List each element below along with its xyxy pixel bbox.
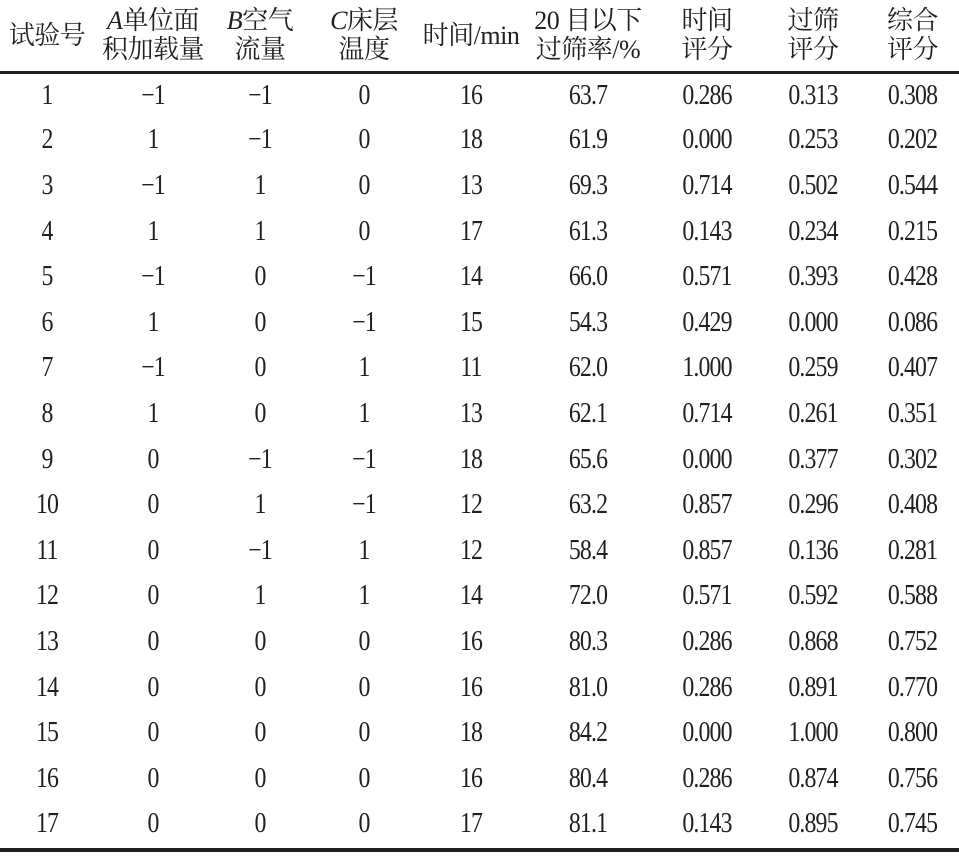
- cell-factor-b: 0: [254, 261, 266, 293]
- cell-time-score: 0.714: [682, 169, 732, 201]
- cell-factor-a: 0: [147, 671, 159, 703]
- cell-overall-score: 0.588: [887, 580, 938, 612]
- cell-factor-c: 0: [358, 808, 370, 840]
- cell-time: 11: [460, 352, 482, 384]
- cell-factor-b: 0: [254, 306, 266, 338]
- cell-sieve-score: 0.592: [788, 580, 838, 612]
- cell-factor-c: −1: [352, 443, 376, 475]
- cell-sieve-score: 0.234: [788, 215, 838, 247]
- cell-overall-score: 0.302: [887, 443, 938, 475]
- cell-time: 14: [459, 261, 483, 293]
- cell-trial-no: 5: [41, 261, 53, 293]
- cell-factor-c: −1: [352, 261, 376, 293]
- cell-factor-a: 0: [147, 762, 159, 794]
- cell-factor-b: 0: [254, 397, 266, 429]
- table-row: [0, 619, 959, 665]
- cell-factor-c: 0: [358, 625, 370, 657]
- header-overall-score: 综合 评分: [866, 0, 959, 72]
- cell-overall-score: 0.745: [887, 808, 938, 840]
- cell-factor-a: 0: [147, 580, 159, 612]
- cell-overall-score: 0.756: [887, 762, 938, 794]
- cell-time-score: 0.286: [682, 762, 732, 794]
- cell-time: 16: [459, 671, 483, 703]
- cell-factor-a: 0: [147, 625, 159, 657]
- table-header-row: [0, 0, 959, 72]
- cell-factor-a: 1: [147, 124, 159, 156]
- cell-sieve-score: 0.502: [788, 169, 838, 201]
- header-sieve-rate: 20 目以下 过筛率/%: [522, 0, 654, 72]
- table-row: [0, 482, 959, 528]
- cell-time: 18: [459, 717, 483, 749]
- cell-time-score: 0.143: [682, 215, 732, 247]
- table-row: [0, 118, 959, 164]
- cell-time: 18: [459, 124, 483, 156]
- cell-time: 15: [459, 306, 483, 338]
- cell-time-score: 0.857: [682, 489, 732, 521]
- cell-factor-c: 1: [358, 397, 370, 429]
- table-row: [0, 802, 959, 848]
- cell-sieve-rate: 61.9: [568, 124, 608, 156]
- cell-overall-score: 0.752: [887, 625, 938, 657]
- cell-factor-c: 0: [358, 169, 370, 201]
- cell-factor-a: 0: [147, 443, 159, 475]
- cell-trial-no: 6: [41, 306, 53, 338]
- table-row: [0, 72, 959, 118]
- cell-sieve-rate: 54.3: [568, 306, 608, 338]
- cell-time: 16: [459, 79, 483, 111]
- cell-sieve-rate: 69.3: [568, 169, 608, 201]
- cell-trial-no: 12: [35, 580, 59, 612]
- cell-sieve-rate: 81.1: [568, 808, 608, 840]
- header-trial-no: 试验号: [0, 0, 94, 72]
- cell-overall-score: 0.800: [887, 717, 938, 749]
- cell-overall-score: 0.308: [887, 79, 938, 111]
- cell-factor-c: 1: [358, 534, 370, 566]
- cell-overall-score: 0.544: [887, 169, 938, 201]
- cell-factor-a: −1: [141, 169, 165, 201]
- cell-factor-c: 1: [358, 580, 370, 612]
- table-row: [0, 209, 959, 255]
- cell-factor-a: 0: [147, 489, 159, 521]
- cell-factor-a: 0: [147, 534, 159, 566]
- cell-factor-b: −1: [248, 79, 272, 111]
- cell-sieve-score: 0.313: [788, 79, 838, 111]
- table-row: [0, 391, 959, 437]
- cell-factor-b: 0: [254, 762, 266, 794]
- cell-trial-no: 3: [41, 169, 53, 201]
- cell-overall-score: 0.351: [887, 397, 938, 429]
- cell-factor-c: 0: [358, 671, 370, 703]
- header-factor-b: B空气 流量: [212, 0, 308, 72]
- cell-sieve-score: 0.874: [788, 762, 838, 794]
- cell-time-score: 1.000: [682, 352, 732, 384]
- cell-sieve-score: 0.259: [788, 352, 838, 384]
- cell-factor-c: −1: [352, 306, 376, 338]
- cell-factor-a: 1: [147, 306, 159, 338]
- cell-overall-score: 0.281: [887, 534, 938, 566]
- cell-time-score: 0.286: [682, 671, 732, 703]
- cell-trial-no: 15: [35, 717, 59, 749]
- cell-time: 17: [459, 215, 483, 247]
- cell-trial-no: 7: [41, 352, 53, 384]
- cell-factor-a: 0: [147, 808, 159, 840]
- cell-sieve-score: 0.895: [788, 808, 838, 840]
- cell-time-score: 0.286: [682, 625, 732, 657]
- cell-sieve-score: 0.136: [788, 534, 838, 566]
- cell-factor-b: −1: [248, 443, 272, 475]
- cell-time: 13: [459, 397, 483, 429]
- cell-time-score: 0.571: [682, 261, 732, 293]
- header-factor-a: A单位面 积加载量: [94, 0, 212, 72]
- cell-sieve-score: 0.000: [788, 306, 838, 338]
- cell-time: 16: [459, 625, 483, 657]
- cell-time: 13: [459, 169, 483, 201]
- cell-overall-score: 0.407: [887, 352, 938, 384]
- header-time: 时间/min: [420, 0, 522, 72]
- cell-sieve-score: 0.891: [788, 671, 838, 703]
- cell-sieve-score: 0.393: [788, 261, 838, 293]
- cell-overall-score: 0.408: [887, 489, 938, 521]
- cell-sieve-rate: 80.4: [568, 762, 608, 794]
- cell-factor-b: 0: [254, 352, 266, 384]
- cell-trial-no: 1: [41, 79, 53, 111]
- header-factor-c: C床层 温度: [308, 0, 420, 72]
- cell-time-score: 0.000: [682, 443, 732, 475]
- table-row: [0, 163, 959, 209]
- cell-factor-c: −1: [352, 489, 376, 521]
- cell-overall-score: 0.086: [887, 306, 938, 338]
- cell-overall-score: 0.770: [887, 671, 938, 703]
- cell-time: 16: [459, 762, 483, 794]
- cell-sieve-rate: 61.3: [568, 215, 608, 247]
- cell-factor-c: 0: [358, 79, 370, 111]
- cell-factor-a: 1: [147, 215, 159, 247]
- cell-sieve-rate: 66.0: [568, 261, 608, 293]
- cell-trial-no: 2: [41, 124, 53, 156]
- cell-sieve-score: 0.296: [788, 489, 838, 521]
- cell-sieve-score: 0.261: [788, 397, 838, 429]
- cell-trial-no: 16: [35, 762, 59, 794]
- cell-time: 12: [459, 534, 483, 566]
- cell-factor-c: 0: [358, 762, 370, 794]
- table-row: [0, 756, 959, 802]
- cell-time-score: 0.000: [682, 717, 732, 749]
- cell-overall-score: 0.428: [887, 261, 938, 293]
- table-row: [0, 574, 959, 620]
- cell-time-score: 0.286: [682, 79, 732, 111]
- table-row: [0, 437, 959, 483]
- cell-trial-no: 9: [41, 443, 53, 475]
- cell-factor-a: 0: [147, 717, 159, 749]
- table-row: [0, 710, 959, 756]
- cell-factor-b: 0: [254, 625, 266, 657]
- cell-factor-a: 1: [147, 397, 159, 429]
- cell-time-score: 0.857: [682, 534, 732, 566]
- cell-time-score: 0.571: [682, 580, 732, 612]
- cell-sieve-rate: 84.2: [568, 717, 608, 749]
- cell-time: 18: [459, 443, 483, 475]
- cell-trial-no: 10: [35, 489, 59, 521]
- cell-factor-a: −1: [141, 79, 165, 111]
- cell-time-score: 0.429: [682, 306, 732, 338]
- cell-factor-a: −1: [141, 261, 165, 293]
- cell-factor-b: 1: [254, 169, 266, 201]
- cell-factor-b: 0: [254, 808, 266, 840]
- table-row: [0, 665, 959, 711]
- cell-sieve-rate: 81.0: [568, 671, 608, 703]
- cell-factor-b: −1: [248, 124, 272, 156]
- cell-time-score: 0.714: [682, 397, 732, 429]
- cell-sieve-score: 0.253: [788, 124, 838, 156]
- cell-sieve-score: 1.000: [788, 717, 838, 749]
- table-bottom-rule: [0, 848, 959, 852]
- cell-factor-b: −1: [248, 534, 272, 566]
- cell-factor-a: −1: [141, 352, 165, 384]
- cell-time: 12: [459, 489, 483, 521]
- cell-trial-no: 8: [41, 397, 53, 429]
- cell-factor-b: 1: [254, 489, 266, 521]
- cell-time: 14: [459, 580, 483, 612]
- cell-time-score: 0.143: [682, 808, 732, 840]
- cell-overall-score: 0.202: [887, 124, 938, 156]
- cell-sieve-rate: 72.0: [568, 580, 608, 612]
- cell-sieve-rate: 63.2: [568, 489, 608, 521]
- header-sieve-score: 过筛 评分: [760, 0, 866, 72]
- cell-trial-no: 17: [35, 808, 59, 840]
- cell-time: 17: [459, 808, 483, 840]
- cell-sieve-rate: 58.4: [568, 534, 608, 566]
- cell-sieve-rate: 62.1: [568, 397, 608, 429]
- cell-sieve-rate: 62.0: [568, 352, 608, 384]
- cell-factor-c: 0: [358, 717, 370, 749]
- cell-sieve-rate: 80.3: [568, 625, 608, 657]
- cell-time-score: 0.000: [682, 124, 732, 156]
- table-row: [0, 346, 959, 392]
- cell-sieve-score: 0.868: [788, 625, 838, 657]
- cell-trial-no: 11: [36, 534, 58, 566]
- cell-trial-no: 14: [35, 671, 59, 703]
- cell-trial-no: 13: [35, 625, 59, 657]
- cell-factor-c: 0: [358, 215, 370, 247]
- cell-sieve-score: 0.377: [788, 443, 838, 475]
- cell-sieve-rate: 65.6: [568, 443, 608, 475]
- cell-factor-b: 0: [254, 717, 266, 749]
- cell-overall-score: 0.215: [887, 215, 938, 247]
- table-body: [0, 72, 959, 847]
- cell-factor-b: 1: [254, 580, 266, 612]
- cell-trial-no: 4: [41, 215, 53, 247]
- table-row: [0, 528, 959, 574]
- table-row: [0, 254, 959, 300]
- header-time-score: 时间 评分: [654, 0, 760, 72]
- cell-factor-c: 1: [358, 352, 370, 384]
- cell-factor-b: 0: [254, 671, 266, 703]
- cell-sieve-rate: 63.7: [568, 79, 608, 111]
- table-row: [0, 300, 959, 346]
- cell-factor-c: 0: [358, 124, 370, 156]
- cell-factor-b: 1: [254, 215, 266, 247]
